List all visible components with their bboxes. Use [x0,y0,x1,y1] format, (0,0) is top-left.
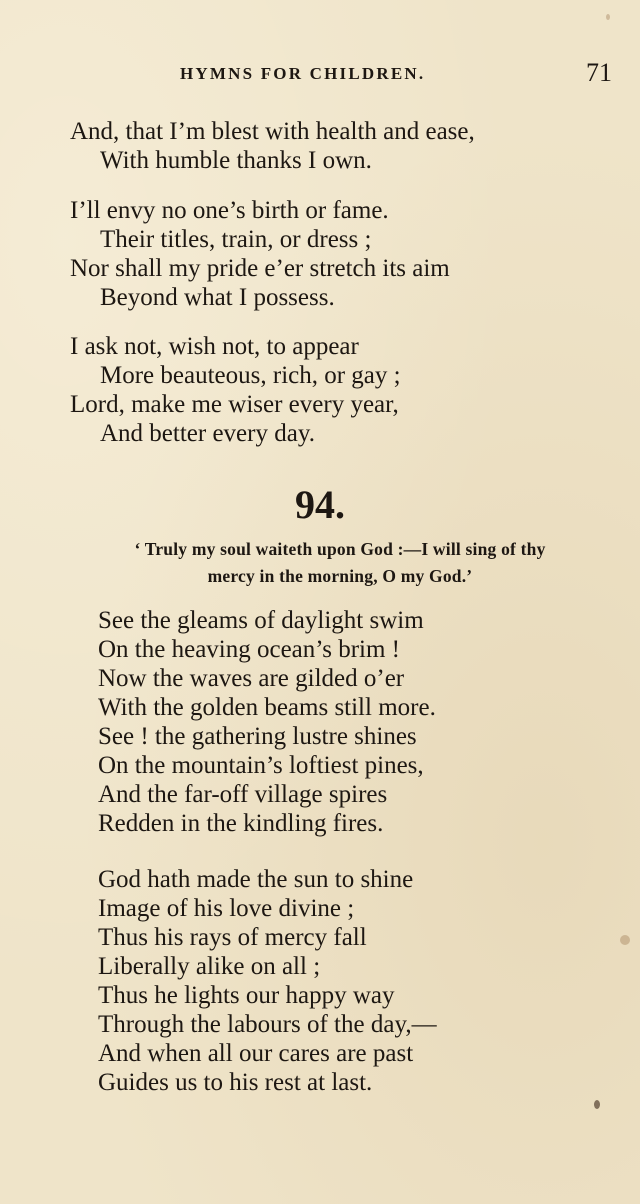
verse-line: See the gleams of daylight swim [98,607,424,634]
verse-line: On the heaving ocean’s brim ! [98,636,400,663]
verse-line: Redden in the kindling fires. [98,810,384,837]
page-number: 71 [586,58,612,87]
verse-line: Lord, make me wiser every year, [70,391,399,418]
paper-speck [606,14,610,20]
verse-line: I ask not, wish not, to appear [70,333,359,360]
hymn-stanza-1 [0,606,640,838]
stanza-1 [0,117,640,175]
verse-line: On the mountain’s loftiest pines, [98,752,424,779]
verse-line: More beauteous, rich, or gay ; [100,362,401,389]
epigraph-line: ‘ Truly my soul waiteth upon God :—I will sing of thy [134,539,546,559]
verse-line: Their titles, train, or dress ; [100,226,372,253]
verse-line: I’ll envy no one’s birth or fame. [70,197,389,224]
running-head: HYMNS FOR CHILDREN. [180,64,426,83]
verse-line: Image of his love divine ; [98,895,355,922]
verse-line: With humble thanks I own. [100,147,372,174]
verse-line: Thus his rays of mercy fall [98,924,367,951]
verse-line: And, that I’m blest with health and ease, [70,118,475,145]
verse-line: And when all our cares are past [98,1040,414,1067]
stanza-2 [0,196,640,312]
verse-line: And better every day. [100,420,315,447]
page-header [0,58,640,90]
verse-line: Now the waves are gilded o’er [98,665,405,692]
stanza-3 [0,332,640,448]
epigraph-line: mercy in the morning, O my God.’ [207,566,473,586]
verse-line: God hath made the sun to shine [98,866,414,893]
verse-line: See ! the gathering lustre shines [98,723,417,750]
verse-line: With the golden beams still more. [98,694,436,721]
verse-line: Guides us to his rest at last. [98,1069,373,1096]
paper-speck [620,935,630,945]
verse-line: Through the labours of the day,— [98,1011,437,1038]
epigraph [60,536,620,590]
hymn-number: 94. [295,482,345,527]
verse-line: Beyond what I possess. [100,284,335,311]
paper-speck [594,1100,600,1109]
verse-line: Liberally alike on all ; [98,953,321,980]
verse-line: And the far-off village spires [98,781,388,808]
hymn-stanza-2 [0,865,640,1097]
verse-line: Nor shall my pride e’er stretch its aim [70,255,450,282]
verse-line: Thus he lights our happy way [98,982,395,1009]
